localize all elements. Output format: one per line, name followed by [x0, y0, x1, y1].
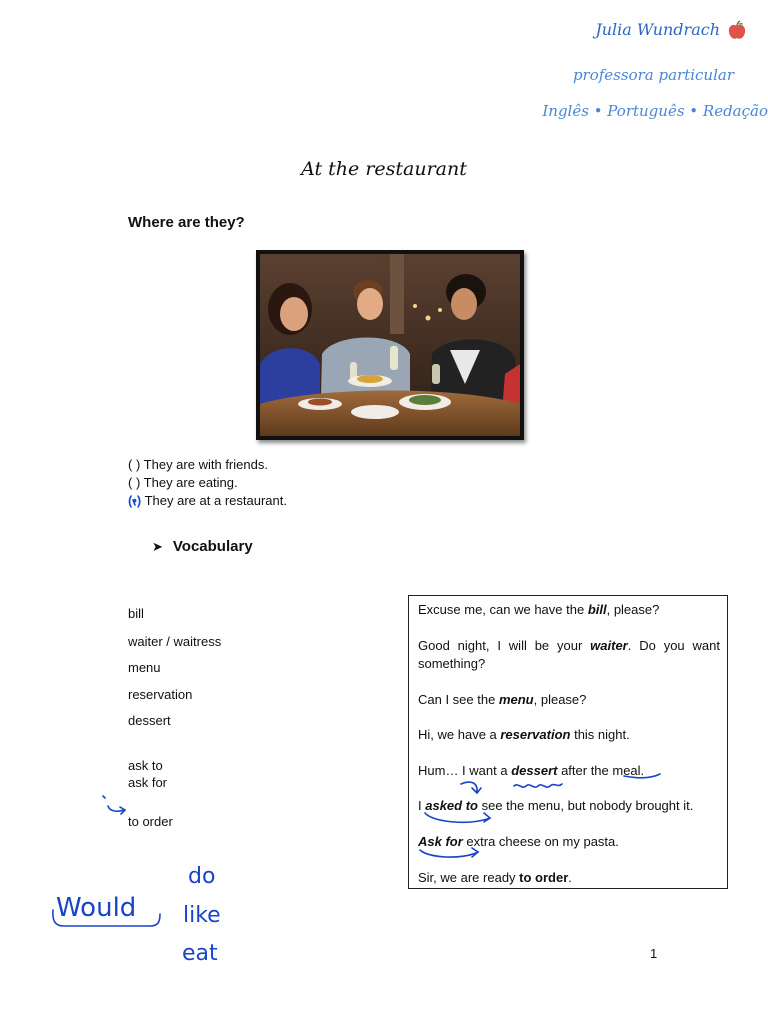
question-heading: Where are they? [128, 214, 245, 231]
handwriting-would: Would [56, 893, 137, 923]
option-checkbox[interactable]: ( ) [128, 475, 141, 490]
example-sentence: Sir, we are ready to order. [418, 870, 572, 885]
tutor-subjects: Inglês • Português • Redação [542, 102, 768, 120]
restaurant-photo-illustration [260, 254, 520, 436]
vocabulary-heading-label: Vocabulary [172, 538, 253, 555]
example-sentence: Excuse me, can we have the bill, please? [418, 602, 660, 617]
vocab-word: waiter / waitress [128, 634, 222, 649]
option-at-restaurant[interactable] [128, 493, 287, 508]
tutor-name: Julia Wundrach [595, 20, 720, 39]
example-sentences-box [408, 595, 728, 889]
option-checkbox-checked[interactable]: (•) [128, 493, 142, 508]
restaurant-photo [256, 250, 524, 440]
arrow-bullet-icon: ➤ [152, 539, 163, 554]
vocab-word: bill [128, 606, 144, 621]
vocab-word: reservation [128, 687, 193, 702]
vocabulary-heading [152, 538, 253, 555]
example-sentence: Can I see the menu, please? [418, 692, 587, 707]
example-sentence: I asked to see the menu, but nobody brought it. [418, 798, 694, 813]
option-checkbox[interactable]: ( ) [128, 457, 141, 472]
example-sentence: Hi, we have a reservation this night. [418, 727, 630, 742]
vocab-word: menu [128, 660, 161, 675]
handwriting-like: like [183, 903, 221, 928]
option-label: They are at a restaurant. [144, 493, 287, 508]
option-eating[interactable] [128, 475, 238, 490]
tutor-role: professora particular [572, 66, 734, 84]
letterhead [542, 10, 768, 126]
example-sentence: Ask for extra cheese on my pasta. [418, 834, 619, 849]
vocab-word: ask to [128, 758, 163, 773]
apple-icon [726, 20, 748, 42]
handwriting-eat: eat [182, 941, 218, 966]
option-label: They are eating. [143, 475, 238, 490]
example-sentence: Good night, I will be your waiter. Do you want something? [418, 638, 720, 671]
vocab-word: dessert [128, 713, 171, 728]
vocab-word: ask for [128, 775, 168, 790]
example-sentence: Hum… I want a dessert after the meal. [418, 763, 645, 778]
page-number: 1 [650, 946, 658, 961]
option-with-friends[interactable] [128, 457, 268, 472]
option-label: They are with friends. [143, 457, 268, 472]
handwriting-do: do [188, 864, 216, 889]
vocab-word: to order [128, 814, 173, 829]
page-title: At the restaurant [301, 158, 467, 180]
